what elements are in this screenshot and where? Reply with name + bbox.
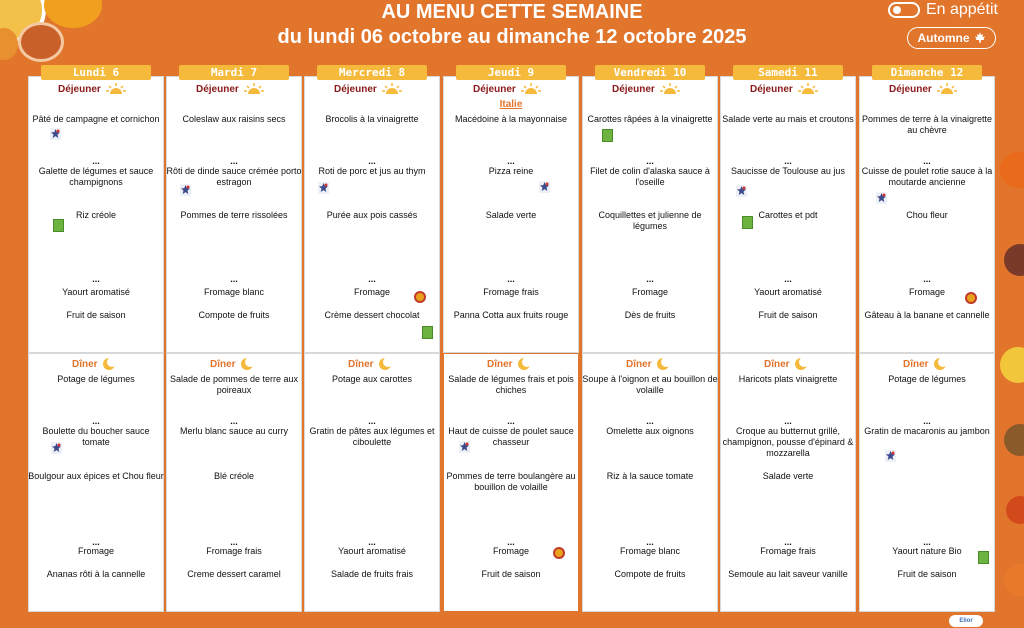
- dinner-dish: Gratin de macaronis au jambon: [864, 426, 990, 436]
- aop-label-icon: [553, 547, 565, 559]
- lunch-dish: Coquillettes et julienne de légumes: [598, 210, 702, 231]
- course-separator: ...: [507, 156, 515, 166]
- course-separator: ...: [923, 416, 931, 426]
- organic-bio-icon: [742, 216, 753, 229]
- dinner-dish: Creme dessert caramel: [187, 569, 281, 579]
- course-separator: ...: [230, 537, 238, 547]
- label-rouge-icon: [50, 128, 61, 140]
- course-separator: ...: [923, 537, 931, 547]
- aop-label-icon: [965, 292, 977, 304]
- course-separator: ...: [368, 537, 376, 547]
- organic-bio-icon: [602, 129, 613, 142]
- sun-icon: [936, 83, 958, 95]
- dinner-dish: Fromage: [492, 546, 529, 556]
- theme-label: Italie: [499, 99, 523, 110]
- lunch-label-text: Déjeuner: [889, 83, 932, 95]
- footer-logo: Elior: [949, 615, 983, 627]
- lunch-dish: Panna Cotta aux fruits rouge: [453, 310, 569, 320]
- dinner-label: [72, 357, 116, 371]
- course-separator: ...: [507, 537, 515, 547]
- course-separator: ...: [646, 416, 654, 426]
- aop-label-icon: [414, 291, 426, 303]
- lunch-dish: Pizza reine: [488, 166, 534, 176]
- course-separator: ...: [368, 274, 376, 284]
- dinner-label-text: Dîner: [626, 358, 652, 370]
- day-header: Mercredi 8: [317, 65, 427, 80]
- lunch-dish: Gâteau à la banane et cannelle: [864, 310, 990, 320]
- dinner-dish: Croque au butternut grillé, champignon, pousse d'épinard & mozzarella: [722, 426, 854, 458]
- course-separator: ...: [368, 156, 376, 166]
- organic-bio-icon: [978, 551, 989, 564]
- day-header: Jeudi 9: [456, 65, 566, 80]
- lunch-label: [750, 83, 819, 95]
- dinner-dish: Boulgour aux épices et Chou fleur: [28, 471, 164, 481]
- dinner-dish: Salade de légumes frais et pois chiches: [448, 374, 574, 395]
- lunch-label-text: Déjeuner: [473, 83, 516, 95]
- moon-icon: [656, 357, 670, 371]
- sun-icon: [243, 83, 265, 95]
- lunch-dish: Pâté de campagne et cornichon: [32, 114, 160, 124]
- dinner-dish: Soupe à l'oignon et au bouillon de volaille: [582, 374, 718, 395]
- dinner-label-text: Dîner: [210, 358, 236, 370]
- dinner-label-text: Dîner: [487, 358, 513, 370]
- moon-icon: [102, 357, 116, 371]
- lunch-dish: Fruit de saison: [758, 310, 818, 320]
- dinner-label: [210, 357, 254, 371]
- dinner-label-text: Dîner: [348, 358, 374, 370]
- lunch-dish: Dès de fruits: [624, 310, 676, 320]
- dinner-dish: Semoule au lait saveur vanille: [728, 569, 848, 579]
- dinner-label: [487, 357, 531, 371]
- organic-bio-icon: [53, 219, 64, 232]
- day-header: Mardi 7: [179, 65, 289, 80]
- dinner-dish: Pommes de terre boulangère au bouillon de volaille: [446, 471, 576, 492]
- dinner-dish: Salade de pommes de terre aux poireaux: [169, 374, 299, 395]
- dinner-dish: Potage de légumes: [888, 374, 966, 384]
- season-label: Automne: [917, 31, 970, 45]
- dinner-label-text: Dîner: [72, 358, 98, 370]
- dinner-label: [626, 357, 670, 371]
- page-title: AU MENU CETTE SEMAINE: [381, 1, 643, 23]
- lunch-label: [196, 83, 265, 95]
- course-separator: ...: [784, 156, 792, 166]
- brand-logo: [888, 1, 998, 19]
- lunch-dish: Fromage: [353, 287, 390, 297]
- lunch-dish: Rôti de dinde sauce crémée porto estragon: [166, 166, 302, 187]
- lunch-dish: Macédoine à la mayonnaise: [454, 114, 568, 124]
- course-separator: ...: [646, 274, 654, 284]
- dinner-dish: Haricots plats vinaigrette: [738, 374, 838, 384]
- lunch-label: [58, 83, 127, 95]
- lunch-label: [889, 83, 958, 95]
- lunch-dish: Carottes râpées à la vinaigrette: [587, 114, 713, 124]
- dinner-dish: Fromage frais: [760, 546, 816, 556]
- lunch-dish: Salade verte au mais et croutons: [722, 114, 854, 124]
- course-separator: ...: [230, 156, 238, 166]
- label-rouge-icon: [539, 181, 550, 193]
- lunch-dish: Compote de fruits: [198, 310, 270, 320]
- lunch-dish: Fromage blanc: [203, 287, 265, 297]
- dinner-dish: Gratin de pâtes aux légumes et ciboulette: [309, 426, 435, 447]
- lunch-dish: Chou fleur: [906, 210, 948, 220]
- organic-bio-icon: [422, 326, 433, 339]
- lunch-label: [334, 83, 403, 95]
- label-rouge-icon: [51, 442, 62, 454]
- lunch-dish: Yaourt aromatisé: [62, 287, 130, 297]
- lunch-label: [473, 83, 542, 95]
- lunch-dish: Riz créole: [75, 210, 116, 220]
- dinner-label: [348, 357, 392, 371]
- brand-toggle-icon: [888, 2, 920, 18]
- day-header: Samedi 11: [733, 65, 843, 80]
- course-separator: ...: [646, 537, 654, 547]
- dinner-dish: Fromage frais: [206, 546, 262, 556]
- course-separator: ...: [92, 537, 100, 547]
- lunch-dish: Saucisse de Toulouse au jus: [731, 166, 845, 176]
- day-header: Lundi 6: [41, 65, 151, 80]
- lunch-dish: Galette de légumes et sauce champignons: [38, 166, 154, 187]
- dinner-dish: Salade de fruits frais: [330, 569, 414, 579]
- lunch-dish: Brocolis à la vinaigrette: [325, 114, 419, 124]
- lunch-label-text: Déjeuner: [196, 83, 239, 95]
- lunch-dish: Filet de colin d'alaska sauce à l'oseille: [590, 166, 710, 187]
- dinner-label-text: Dîner: [903, 358, 929, 370]
- moon-icon: [517, 357, 531, 371]
- label-rouge-icon: [885, 450, 896, 462]
- moon-icon: [933, 357, 947, 371]
- course-separator: ...: [92, 274, 100, 284]
- day-header: Vendredi 10: [595, 65, 705, 80]
- course-separator: ...: [784, 416, 792, 426]
- page-subtitle: du lundi 06 octobre au dimanche 12 octobre 2025: [277, 26, 747, 48]
- dinner-dish: Fromage blanc: [619, 546, 681, 556]
- label-rouge-icon: [876, 192, 887, 204]
- lunch-label-text: Déjeuner: [58, 83, 101, 95]
- dinner-dish: Potage de légumes: [57, 374, 135, 384]
- label-rouge-icon: [736, 185, 747, 197]
- lunch-dish: Carottes et pdt: [758, 210, 818, 220]
- lunch-dish: Pommes de terre rissolées: [180, 210, 288, 220]
- lunch-dish: Purée aux pois cassés: [326, 210, 418, 220]
- course-separator: ...: [230, 416, 238, 426]
- maple-leaf-icon: [974, 32, 986, 44]
- lunch-label-text: Déjeuner: [750, 83, 793, 95]
- dinner-dish: Merlu blanc sauce au curry: [179, 426, 289, 436]
- lunch-dish: Cuisse de poulet rotie sauce à la moutarde ancienne: [861, 166, 993, 187]
- lunch-dish: Fromage frais: [483, 287, 539, 297]
- dinner-label-text: Dîner: [764, 358, 790, 370]
- lunch-dish: Fromage: [631, 287, 668, 297]
- moon-icon: [378, 357, 392, 371]
- lunch-dish: Salade verte: [485, 210, 537, 220]
- sun-icon: [659, 83, 681, 95]
- brand-name: En appétit: [925, 1, 998, 18]
- dinner-dish: Ananas rôti à la cannelle: [46, 569, 146, 579]
- dinner-dish: Omelette aux oignons: [606, 426, 694, 436]
- food-decoration-right: [998, 150, 1024, 620]
- lunch-dish: Yaourt aromatisé: [754, 287, 822, 297]
- dinner-dish: Fruit de saison: [481, 569, 541, 579]
- moon-icon: [794, 357, 808, 371]
- course-separator: ...: [507, 274, 515, 284]
- course-separator: ...: [92, 156, 100, 166]
- dinner-dish: Compote de fruits: [614, 569, 686, 579]
- lunch-label: [612, 83, 681, 95]
- course-separator: ...: [230, 274, 238, 284]
- sun-icon: [105, 83, 127, 95]
- label-rouge-icon: [180, 184, 191, 196]
- dinner-dish: Fromage: [77, 546, 114, 556]
- dinner-dish: Boulette du boucher sauce tomate: [42, 426, 150, 447]
- lunch-dish: Roti de porc et jus au thym: [318, 166, 426, 176]
- lunch-label-text: Déjeuner: [612, 83, 655, 95]
- course-separator: ...: [784, 274, 792, 284]
- lunch-dish: Coleslaw aux raisins secs: [182, 114, 286, 124]
- lunch-label-text: Déjeuner: [334, 83, 377, 95]
- lunch-dish: Fromage: [908, 287, 945, 297]
- lunch-dish: Fruit de saison: [66, 310, 126, 320]
- season-badge[interactable]: [907, 27, 996, 49]
- dinner-label: [764, 357, 808, 371]
- label-rouge-icon: [318, 182, 329, 194]
- day-header: Dimanche 12: [872, 65, 982, 80]
- dinner-dish: Fruit de saison: [897, 569, 957, 579]
- sun-icon: [520, 83, 542, 95]
- dinner-dish: Yaourt aromatisé: [338, 546, 406, 556]
- course-separator: ...: [923, 156, 931, 166]
- course-separator: ...: [92, 416, 100, 426]
- lunch-dish: Crème dessert chocolat: [324, 310, 420, 320]
- course-separator: ...: [507, 416, 515, 426]
- dinner-dish: Potage aux carottes: [331, 374, 413, 384]
- sun-icon: [797, 83, 819, 95]
- course-separator: ...: [368, 416, 376, 426]
- lunch-dish: Pommes de terre à la vinaigrette au chèvre: [861, 114, 993, 135]
- dinner-label: [903, 357, 947, 371]
- sun-icon: [381, 83, 403, 95]
- label-rouge-icon: [459, 441, 470, 453]
- dinner-dish: Salade verte: [762, 471, 814, 481]
- dinner-dish: Riz à la sauce tomate: [606, 471, 694, 481]
- dinner-dish: Blé créole: [213, 471, 255, 481]
- course-separator: ...: [923, 274, 931, 284]
- dinner-dish: Haut de cuisse de poulet sauce chasseur: [448, 426, 574, 447]
- course-separator: ...: [646, 156, 654, 166]
- dinner-dish: Yaourt nature Bio: [892, 546, 962, 556]
- course-separator: ...: [784, 537, 792, 547]
- moon-icon: [240, 357, 254, 371]
